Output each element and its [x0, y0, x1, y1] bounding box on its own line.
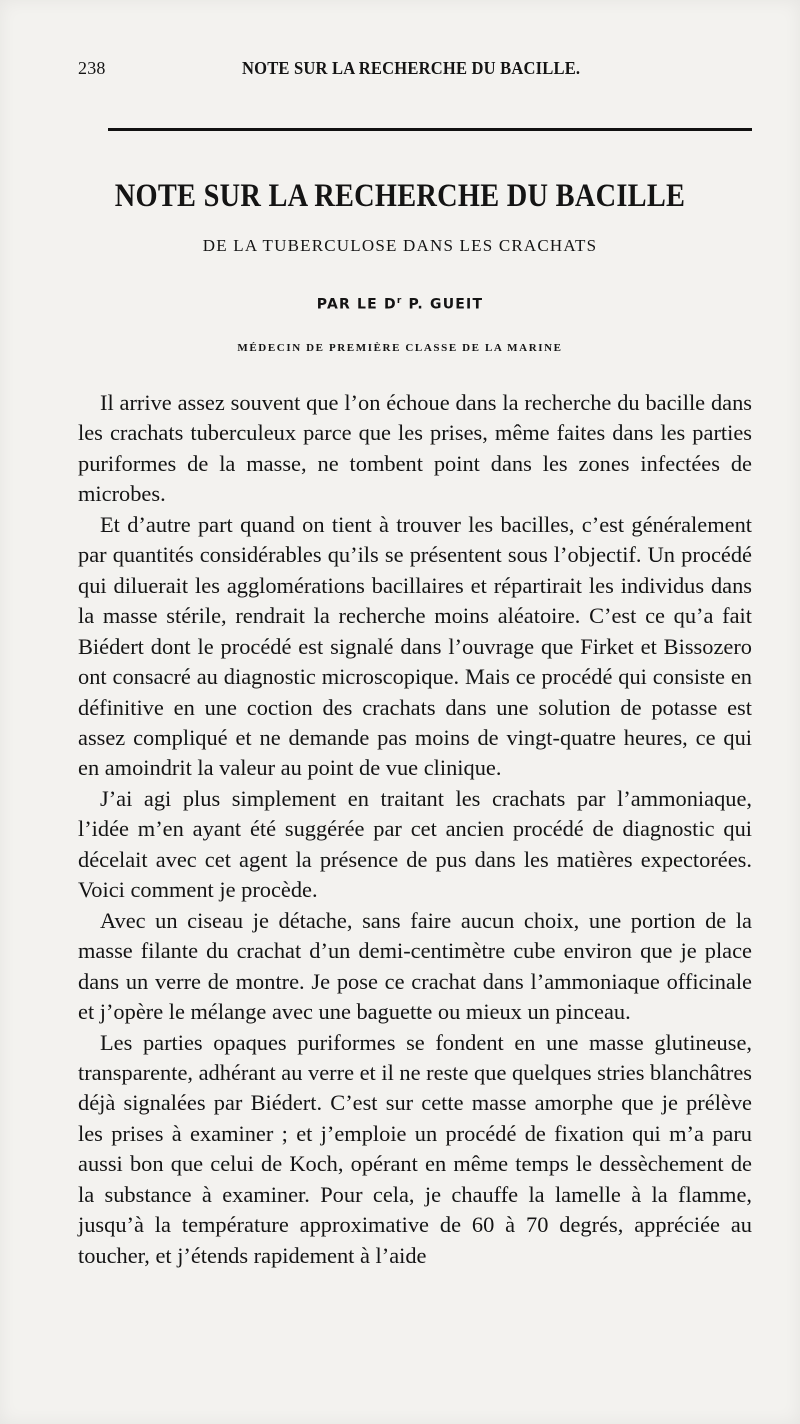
article-body: [78, 388, 752, 1271]
running-head: [78, 58, 750, 86]
article-title: NOTE SUR LA RECHERCHE DU BACILLE: [114, 178, 686, 214]
paragraph: Et d’autre part quand on tient à trouver les bacilles, c’est généralement par quantités considérables qu’ils se présentent sous l’objectif. Un procédé qui diluerait les agglomérations bacillaires et répartirait les individus dans la masse stérile, rendrait la recherche moins aléatoire. C’est ce qu’a fait Biédert dont le procédé est signalé dans l’ouvrage que Firket et Bissozero ont consacré au diagnostic microscopique. Mais ce procédé qui consiste en définitive en une coction des crachats dans une solution de potasse est assez compliqué et ne demande pas moins de vingt-quatre heures, ce qui en amoindrit la valeur au point de vue clinique.: [78, 511, 752, 781]
running-title: NOTE SUR LA RECHERCHE DU BACILLE.: [242, 58, 581, 78]
page-number: 238: [78, 58, 106, 78]
paragraph: J’ai agi plus simplement en traitant les crachats par l’ammoniaque, l’idée m’en ayant été suggérée par cet ancien procédé de diagnostic qui décelait avec cet agent la présence de pus dans les matières expectorées. Voici comment je procède.: [78, 785, 752, 903]
author-title-sup: r: [396, 296, 403, 306]
header-rule: [108, 128, 752, 131]
paragraph: Avec un ciseau je détache, sans faire aucun choix, une portion de la masse filante du crachat d’un demi-centimètre cube environ que je place dans un verre de montre. Je pose ce crachat dans l’ammoniaque officinale et j’opère le mélange avec une baguette ou mieux un pinceau.: [78, 907, 752, 1025]
author-affiliation: MÉDECIN DE PREMIÈRE CLASSE DE LA MARINE: [237, 342, 563, 354]
author-prefix: PAR LE D: [316, 296, 397, 313]
paragraph: Il arrive assez souvent que l’on échoue dans la recherche du bacille dans les crachats tuberculeux parce que les prises, même faites dans les parties puriformes de la masse, ne tombent point dans les zones infectées de microbes.: [78, 390, 752, 507]
author-line: [0, 296, 800, 313]
paragraph: Les parties opaques puriformes se fondent en une masse glutineuse, transparente, adhérant au verre et il ne reste que quelques stries blanchâtres déjà signalées par Biédert. C’est sur cette masse amorphe que je prélève les prises à examiner ; et j’emploie un procédé de fixation qui m’a paru aussi bon que celui de Koch, opérant en même temps le dessèchement de la substance à examiner. Pour cela, je chauffe la lamelle à la flamme, jusqu’à la température approximative de 60 à 70 degrés, appréciée au toucher, et j’étends rapidement à l’aide: [78, 1029, 752, 1268]
author-name: P. GUEIT: [408, 296, 484, 313]
article-subtitle: DE LA TUBERCULOSE DANS LES CRACHATS: [202, 236, 598, 255]
